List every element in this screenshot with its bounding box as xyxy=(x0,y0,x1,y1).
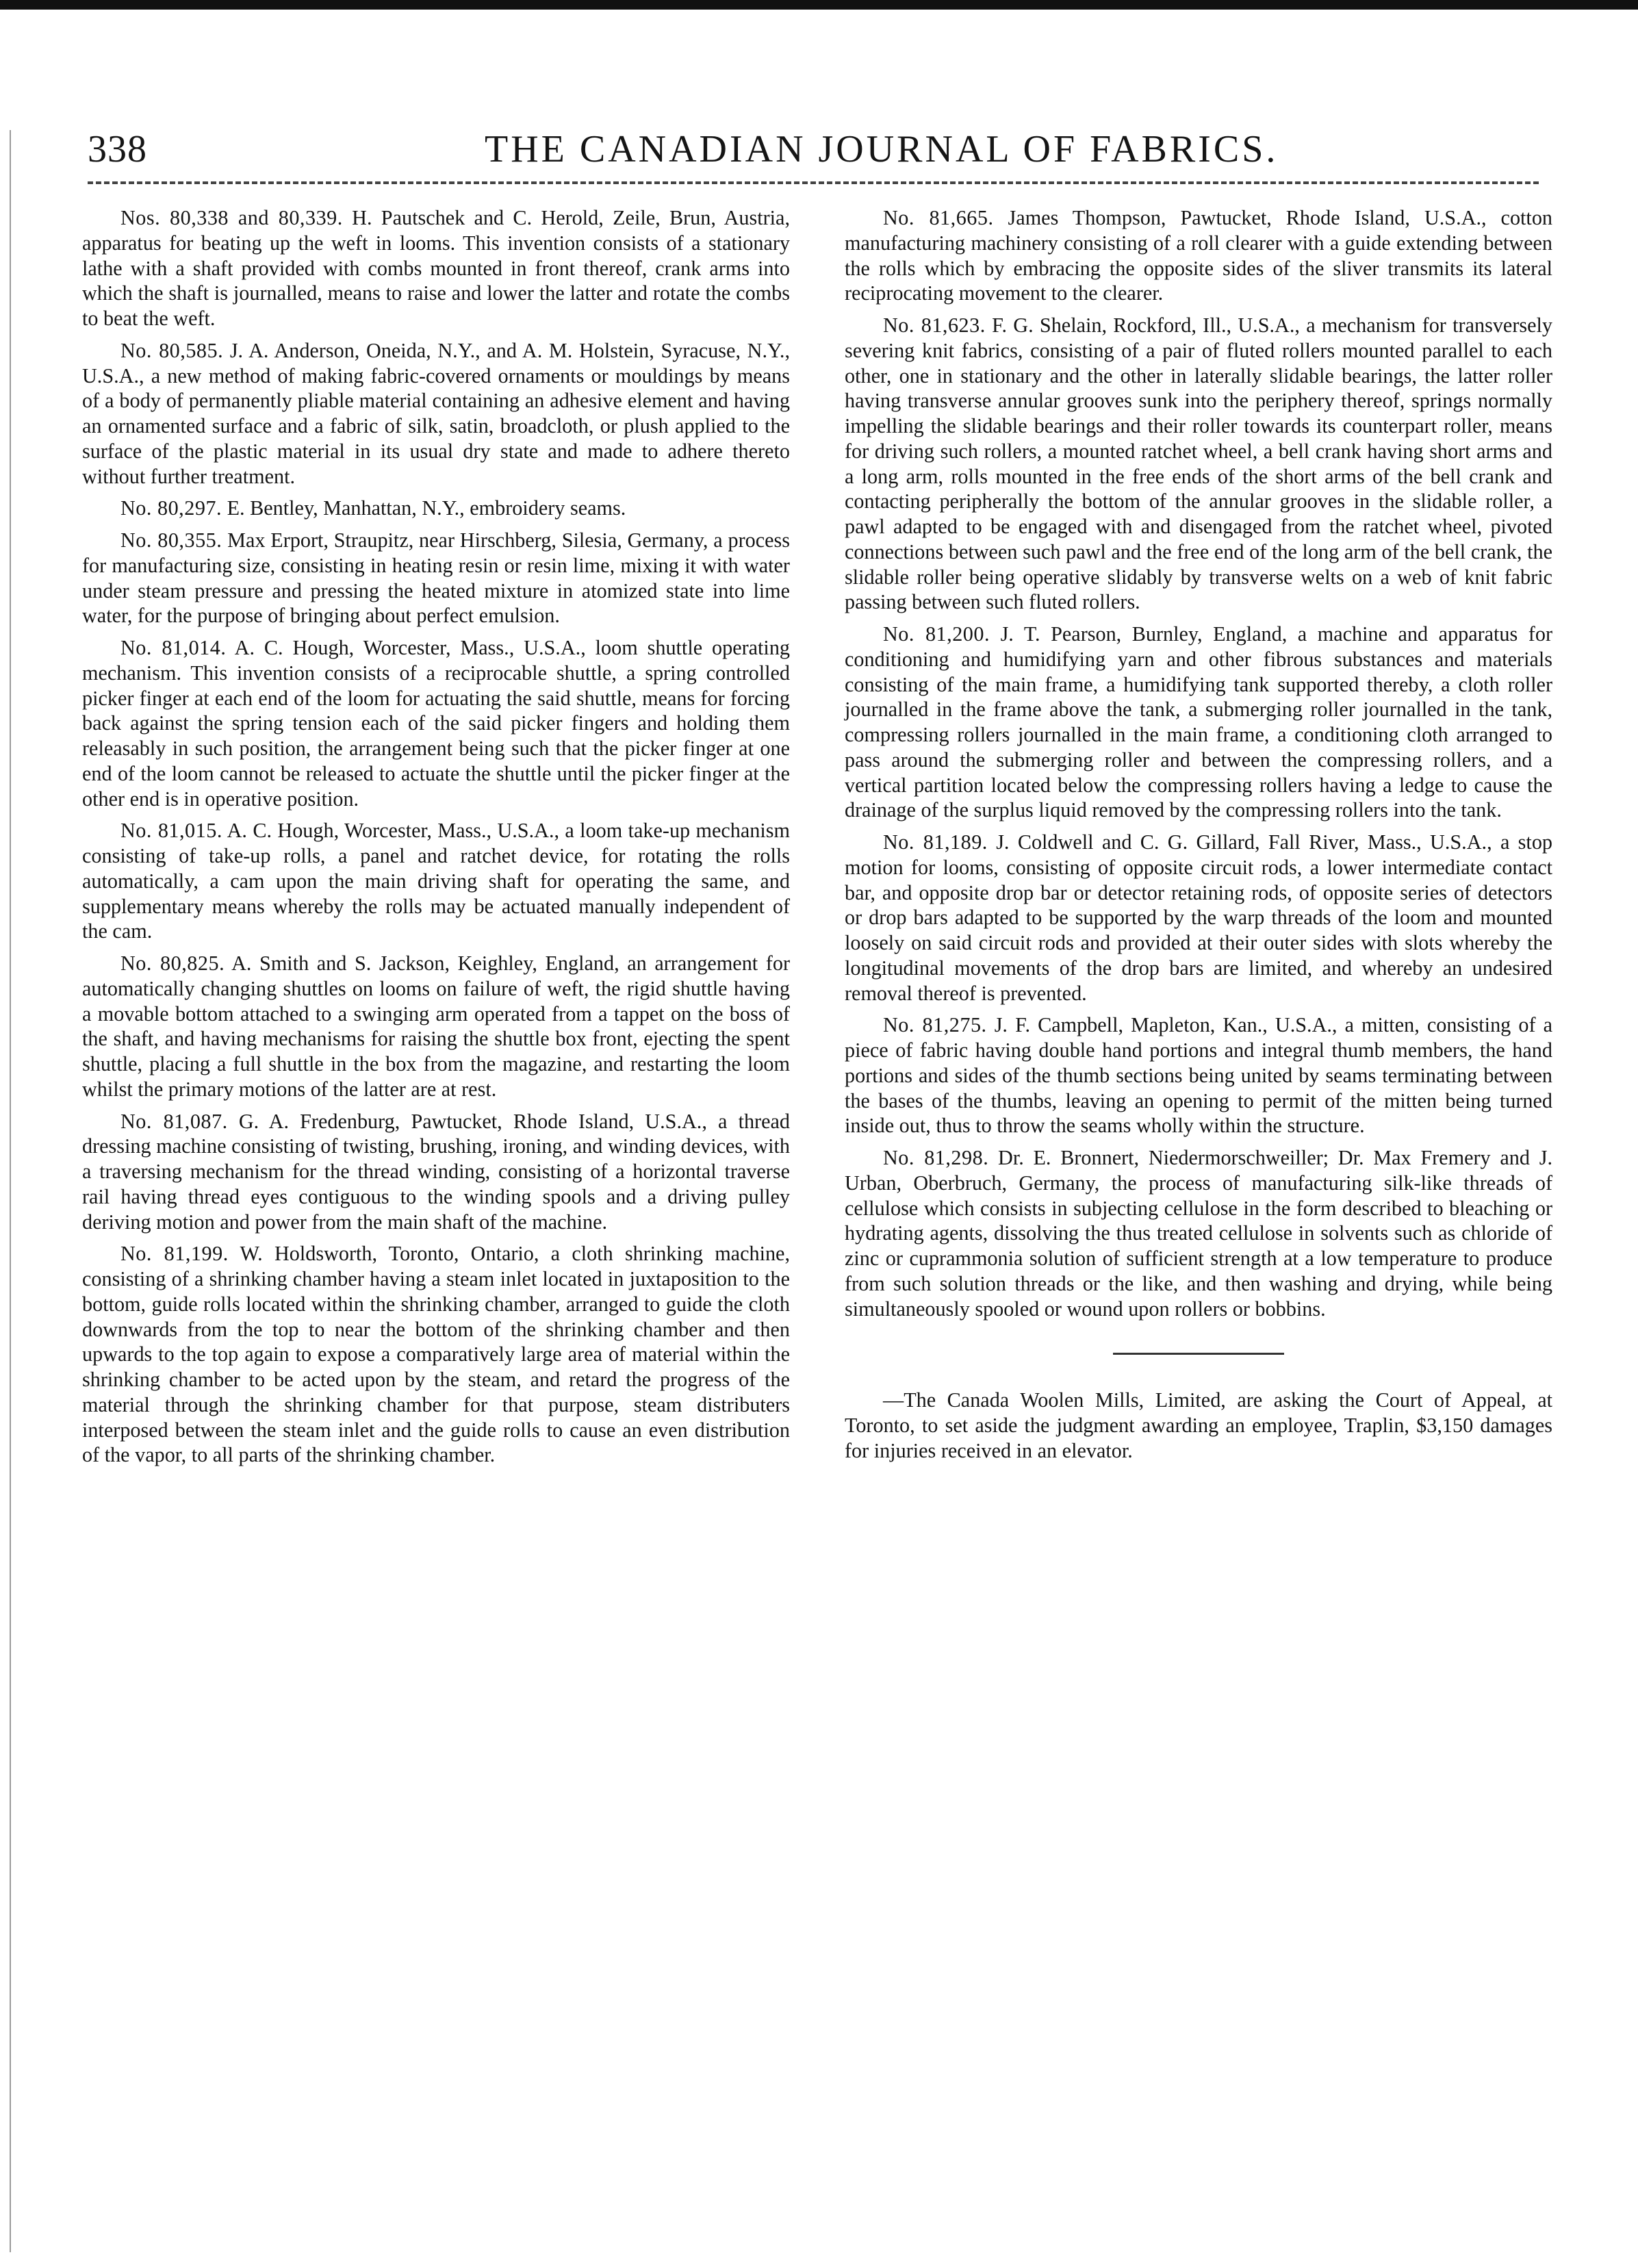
patent-number: No. 81,298. xyxy=(883,1146,989,1169)
patent-entry xyxy=(82,528,790,628)
patent-text: W. Holdsworth, Toronto, Ontario, a cloth shrinking machine, consisting of a shrinking chamber having a steam inlet located in juxtaposition to the bottom, guide rolls located within the shrinking chamber, arranged to guide the cloth downwards from the top to near the bottom of the shrinking chamber and then upwards to the top again to expose a comparatively large area of material within the shrinking chamber to be acted upon by the steam, and retard the progress of the material through the shrinking chamber for that purpose, steam distributers interposed between the steam inlet and the guide rolls to cause an even distribution of the vapor, to all parts of the shrinking chamber. xyxy=(82,1242,790,1467)
patent-number: No. 81,087. xyxy=(120,1109,228,1133)
patent-number: No. 81,189. xyxy=(883,830,988,854)
patent-entry xyxy=(82,1241,790,1468)
top-border-rule xyxy=(0,0,1638,10)
patent-text: A. C. Hough, Worcester, Mass., U.S.A., loom shuttle operating mechanism. This invention consists of a reciprocable shuttle, a spring controlled picker finger at each end of the loom for actuating the said shuttle, means for forcing back against the spring tension each of the said picker fingers and holding them releasably in such position, the arrangement being such that the picker finger at one end of the loom cannot be released to actuate the shuttle until the picker finger at the other end is in operative position. xyxy=(82,636,791,811)
news-item: —The Canada Woolen Mills, Limited, are asking the Court of Appeal, at Toronto, to set aside the judgment awarding an employee, Traplin, $3,150 damages for injuries received in an elevator. xyxy=(845,1388,1552,1462)
patent-entry xyxy=(82,951,790,1102)
patent-number: No. 81,014. xyxy=(120,636,227,659)
patent-text: F. G. Shelain, Rockford, Ill., U.S.A., a mechanism for transversely severing knit fabrics, consisting of a pair of fluted rollers mounted parallel to each other, one in stationary and the other in laterally slidable bearings, the latter roller having transverse annular grooves sunk into the periphery thereof, springs normally impelling the slidable bearings and their roller towards its counterpart roller, means for driving such rollers, a mounted ratchet wheel, a bell crank having short arms and a long arm, rolls mounted in the free ends of the short arms of the bell crank and contacting peripherally the bottom of the annular grooves in the slidable roller, a pawl adapted to be engaged with and disengaged from the ratchet wheel, pivoted connections between such pawl and the free end of the long arm of the bell crank, the slidable roller being operative slidably by transverse welts on a web of knit fabric passing between such fluted rollers. xyxy=(845,314,1552,614)
patent-number: No. 81,199. xyxy=(120,1242,229,1266)
patent-text: J. Coldwell and C. G. Gillard, Fall River, Mass., U.S.A., a stop motion for looms, consisting of opposite circuit rods, a lower intermediate contact bar, and opposite drop bar or detector retaining rods, of opposite series of detectors or drop bars adapted to be supported by the warp threads of the loom and mounted loosely on said circuit rods and provided at their outer sides with slots whereby the longitudinal movements of the drop bars are limited, and whereby an undesired removal thereof is prevented. xyxy=(845,830,1553,1005)
patent-entry xyxy=(82,205,790,331)
patent-number: No. 81,275. xyxy=(883,1013,987,1037)
patent-number: No. 81,200. xyxy=(883,622,990,646)
binding-margin-line xyxy=(10,130,11,2252)
patent-number: No. 81,665. xyxy=(883,206,994,229)
patent-entry xyxy=(845,313,1552,615)
patent-number: No. 80,355. xyxy=(120,528,222,552)
patent-text: J. T. Pearson, Burnley, England, a machine and apparatus for conditioning and humidifying yarn and other fibrous substances and materials consisting of the main frame, a humidifying tank supported thereby, a cloth roller journalled in the frame above the tank, a submerging roller journalled in the tank, compressing rollers journalled in the main frame, a conditioning cloth arranged to pass around the submerging roller and between the compressing rollers, and a vertical partition located below the compressing rollers having a ledge to cause the drainage of the surplus liquid removed by the compressing rollers into the tank. xyxy=(845,622,1552,822)
patent-text: A. Smith and S. Jackson, Keighley, England, an arrangement for automatically changing shuttles on looms on failure of weft, the rigid shuttle having a movable bottom attached to a swinging arm operated from a tappet on the boss of the shaft, and having mechanisms for raising the shuttle box front, ejecting the spent shuttle, placing a full shuttle in the box from the magazine, and restarting the loom whilst the primary motions of the latter are at rest. xyxy=(82,952,790,1101)
patent-entry xyxy=(845,1145,1552,1321)
patent-number: Nos. 80,338 and 80,339. xyxy=(120,206,343,229)
page-number: 338 xyxy=(88,128,147,170)
patent-number: No. 81,015. xyxy=(120,819,222,843)
patent-text: Max Erport, Straupitz, near Hirschberg, Silesia, Germany, a process for manufacturing size, consisting in heating resin or resin lime, mixing it with water under steam pressure and pressing the heated mixture in atomized state into lime water, for the purpose of bringing about perfect emulsion. xyxy=(82,528,791,628)
patent-entry xyxy=(82,496,790,521)
patent-entry xyxy=(845,1012,1552,1138)
journal-title: THE CANADIAN JOURNAL OF FABRICS. xyxy=(485,128,1279,170)
patent-text: G. A. Fredenburg, Pawtucket, Rhode Island, U.S.A., a thread dressing machine consisting of twisting, brushing, ironing, and winding devices, with a traversing mechanism for the thread winding, consisting of a horizontal traverse rail having thread eyes contiguous to the winding spools and a driving pulley deriving motion and power from the main shaft of the machine. xyxy=(82,1109,790,1234)
patent-text: James Thompson, Pawtucket, Rhode Island, U.S.A., cotton manufacturing machinery consisting of a roll clearer with a guide extending between the rolls which by embracing the opposite sides of the sliver transmits its lateral reciprocating movement to the clearer. xyxy=(845,206,1553,305)
patent-text: A. C. Hough, Worcester, Mass., U.S.A., a loom take-up mechanism consisting of take-up rolls, a panel and ratchet device, for rotating the rolls automatically, a cam upon the main driving shaft for operating the same, and supplementary means whereby the rolls may be actuated manually independent of the cam. xyxy=(82,819,790,943)
patent-entry xyxy=(845,205,1552,306)
patent-entry xyxy=(82,635,790,811)
patent-text: Dr. E. Bronnert, Niedermorschweiller; Dr. Max Fremery and J. Urban, Oberbruch, Germany, the process of manufacturing silk-like threads of cellulose which consists in subjecting cellulose in the form described to bleaching or hydrating agents, dissolving the thus treated cellulose in solvents such as chloride of zinc or cuprammonia solution of sufficient strength at a low temperature to produce from such solution threads or the like, and then washing and drying, while being simultaneously spooled or wound upon rollers or bobbins. xyxy=(845,1146,1552,1321)
patent-entry xyxy=(82,818,790,944)
section-divider xyxy=(1113,1353,1284,1355)
patent-number: No. 80,825. xyxy=(120,952,225,975)
patent-entry xyxy=(82,338,790,489)
left-column xyxy=(82,205,790,1475)
right-column xyxy=(845,205,1552,1470)
patent-entry xyxy=(82,1109,790,1235)
patent-entry xyxy=(845,830,1552,1006)
patent-text: H. Pautschek and C. Herold, Zeile, Brun, Austria, apparatus for beating up the weft in looms. This invention consists of a stationary lathe with a shaft provided with combs mounted in front thereof, crank arms into which the shaft is journalled, means to raise and lower the latter and rotate the combs to beat the weft. xyxy=(82,206,790,330)
patent-text: J. F. Campbell, Mapleton, Kan., U.S.A., a mitten, consisting of a piece of fabric having double hand portions and integral thumb members, the hand portions and sides of the thumb sections being united by seams terminating between the bases of the thumbs, leaving an opening to permit of the mitten being turned inside out, thus to throw the seams wholly within the structure. xyxy=(845,1013,1552,1138)
patent-number: No. 80,297. xyxy=(120,496,222,520)
patent-text: J. A. Anderson, Oneida, N.Y., and A. M. Holstein, Syracuse, N.Y., U.S.A., a new method of making fabric-covered ornaments or mouldings by means of a body of permanently pliable material containing an adhesive element and having an ornamented surface and a fabric of silk, satin, broadcloth, or plush applied to the surface of the plastic material in its usual dry state and made to adhere thereto without further treatment. xyxy=(82,338,790,488)
patent-entry xyxy=(845,622,1552,823)
header-rule xyxy=(88,181,1539,184)
patent-number: No. 81,623. xyxy=(883,314,986,337)
patent-text: E. Bentley, Manhattan, N.Y., embroidery seams. xyxy=(227,496,626,520)
patent-number: No. 80,585. xyxy=(120,338,224,362)
